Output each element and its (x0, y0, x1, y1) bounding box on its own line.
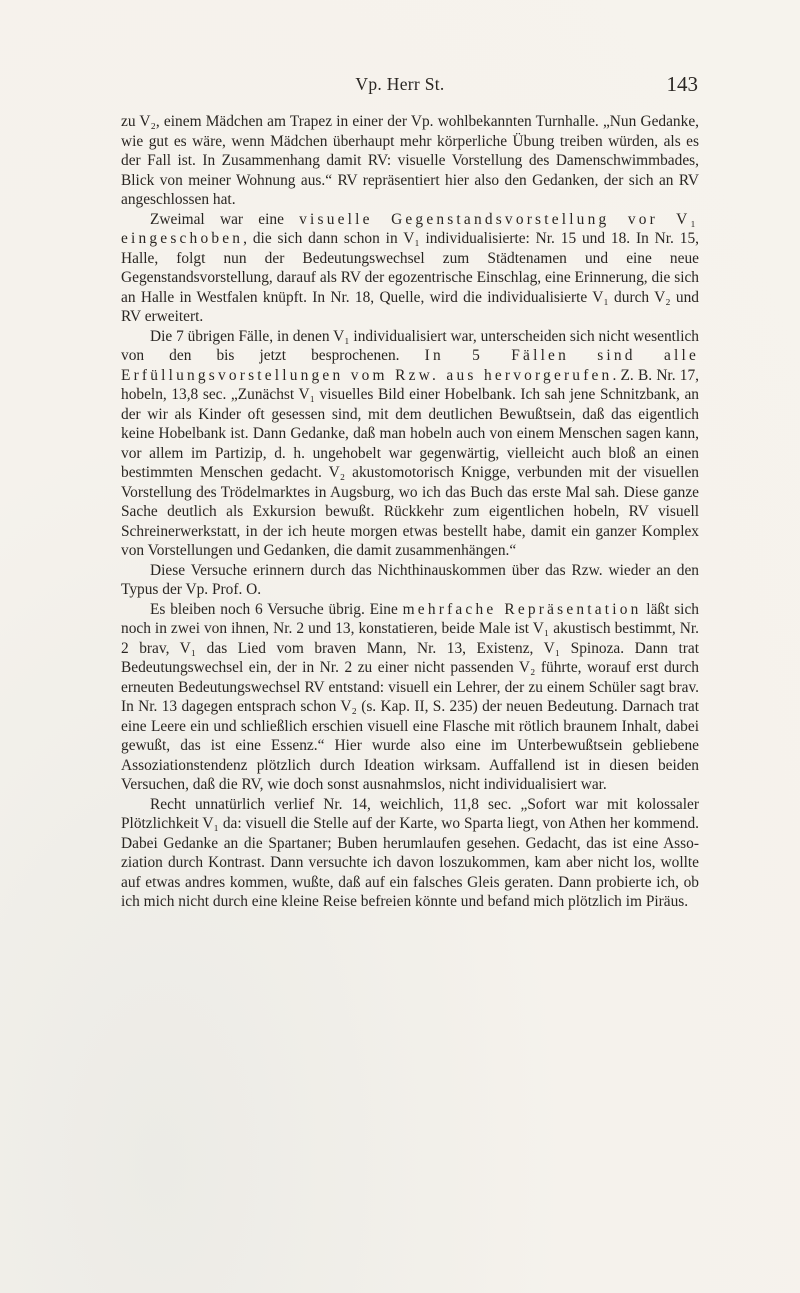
paragraph-5 (121, 600, 699, 795)
paragraph-5-text-a: Es bleiben noch 6 Versuche übrig. Eine (150, 600, 403, 618)
paragraph-5-emphasis: mehrfache Repräsentation (402, 600, 642, 618)
running-head: Vp. Herr St. (355, 74, 445, 94)
paragraph-1: zu V₂, einem Mädchen am Trapez in einer der Vp. wohlbekannten Turnhalle. „Nun Gedanke, wie gut es wäre, wenn Mädchen überhaupt mehr körperliche Übung treiben würden, als es der Fall ist. In Zusammenhang damit RV: visuelle Vorstellung des Damenschwimmbades, Blick von meiner Wohnung aus.“ RV repräsentiert hier also den Gedanken, der sich an RV angeschlossen hat. (121, 113, 699, 208)
paragraph-2 (121, 210, 699, 327)
paragraph-3-text-b: . Z. B. Nr. 17, hobeln, 13,8 sec. „Zunächst V₁ visuelles Bild einer Hobelbank. Ich sah jene Schnitzbank, an der wir als Kinder oft gesessen sind, mit dem deutlichen Bewußtsein, daß das eigentlich keine Hobelbank ist. Dann Gedanke, daß man hobeln auch von einem Menschen sagen kann, vor allem im Partizip, d. h. ungehobelt war gegenwärtig, vielleicht auch bloß an einen bestimmten Menschen gedacht. V₂ akustomotorisch Knigge, verbunden mit der visuellen Vorstellung des Trödelmarktes in Augsburg, wo ich das Buch das erste Mal sah. Diese ganze Sache deutlich als Exkursion bewußt. Rückkehr zum eigentlichen hobeln, RV visuell Schreinerwerkstatt, in der ich heute morgen etwas bestellt habe, damit ein ganzer Komplex von Vorstellungen und Gedanken, die damit zusammenhängen.“ (121, 366, 700, 559)
page-header (0, 74, 800, 104)
paragraph-5-text-b: läßt sich noch in zwei von ihnen, Nr. 2 und 13, konstatieren, beide Male ist V₁ akustisch bestimmt, Nr. 2 brav, V₁ das Lied vom braven Mann, Nr. 13, Existenz, V₁ Spinoza. Dann trat Bedeutungswechsel ein, der in Nr. 2 zu einer nicht passenden V₂ führte, worauf erst durch erneuten Bedeutungswechsel RV entstand: visuell ein Lehrer, der zu einem Schüler sagt brav. In Nr. 13 dagegen entsprach schon V₂ (s. Kap. II, S. 235) der neuen Bedeutung. Darnach trat eine Leere ein und schließlich erschien visuell eine Flasche mit rötlich braunem Inhalt, dabei gewußt, das ist eine Essenz.“ Hier wurde also eine im Unterbewußtsein gebliebene Assoziationstendenz plötzlich durch Ideation wirksam. Auffallend ist in diesen beiden Versuchen, daß die RV, wie doch sonst ausnahmslos, nicht individualisiert war. (121, 600, 699, 793)
body-text (121, 112, 699, 912)
paragraph-2-text-b: , die sich dann schon in V₁ individualisierte: Nr. 15 und 18. In Nr. 15, Halle, folgt nun der Bedeutungswechsel zum Städtenamen und eine neue Gegenstandsvorstellung, darauf als RV der egozentrische Einschlag, eine Erinnerung, die sich an Halle in Westfalen knüpft. In Nr. 18, Quelle, wird die individualisierte V₁ durch V₂ und RV erweitert. (121, 230, 699, 325)
paragraph-3-text-a: Die 7 übrigen Fälle, in denen V₁ individualisiert war, unterscheiden sich nicht wesentlich von den bis jetzt besprochenen. (121, 327, 699, 364)
paragraph-3-emphasis: In 5 Fällen sind alle Erfüllungsvorstellungen vom Rzw. aus hervorgerufen (121, 347, 699, 384)
page-number: 143 (666, 72, 698, 96)
paragraph-2-emphasis: visuelle Gegenstandsvorstellung vor V₁ eingeschoben (121, 210, 699, 247)
paragraph-4: Diese Versuche erinnern durch das Nichthinauskommen über das Rzw. wieder an den Typus der Vp. Prof. O. (121, 561, 699, 598)
paragraph-2-text-a: Zweimal war eine (150, 210, 300, 228)
paragraph-3 (121, 327, 699, 561)
paragraph-6: Recht unnatürlich verlief Nr. 14, weichlich, 11,8 sec. „Sofort war mit kolossaler Plötzlichkeit V₁ da: visuell die Stelle auf der Karte, wo Sparta liegt, von Athen her kommend. Dabei Gedanke an die Spartaner; Buben herumlaufen gesehen. Gedacht, das ist eine Assoziation durch Kontrast. Dann versuchte ich davon loszukommen, kam aber nicht los, wollte auf etwas andres kommen, wußte, daß auf ein falsches Gleis geraten. Dann probierte ich, ob ich mich nicht durch eine kleine Reise befreien könnte und befand mich plötzlich im Piräus. (121, 795, 699, 910)
